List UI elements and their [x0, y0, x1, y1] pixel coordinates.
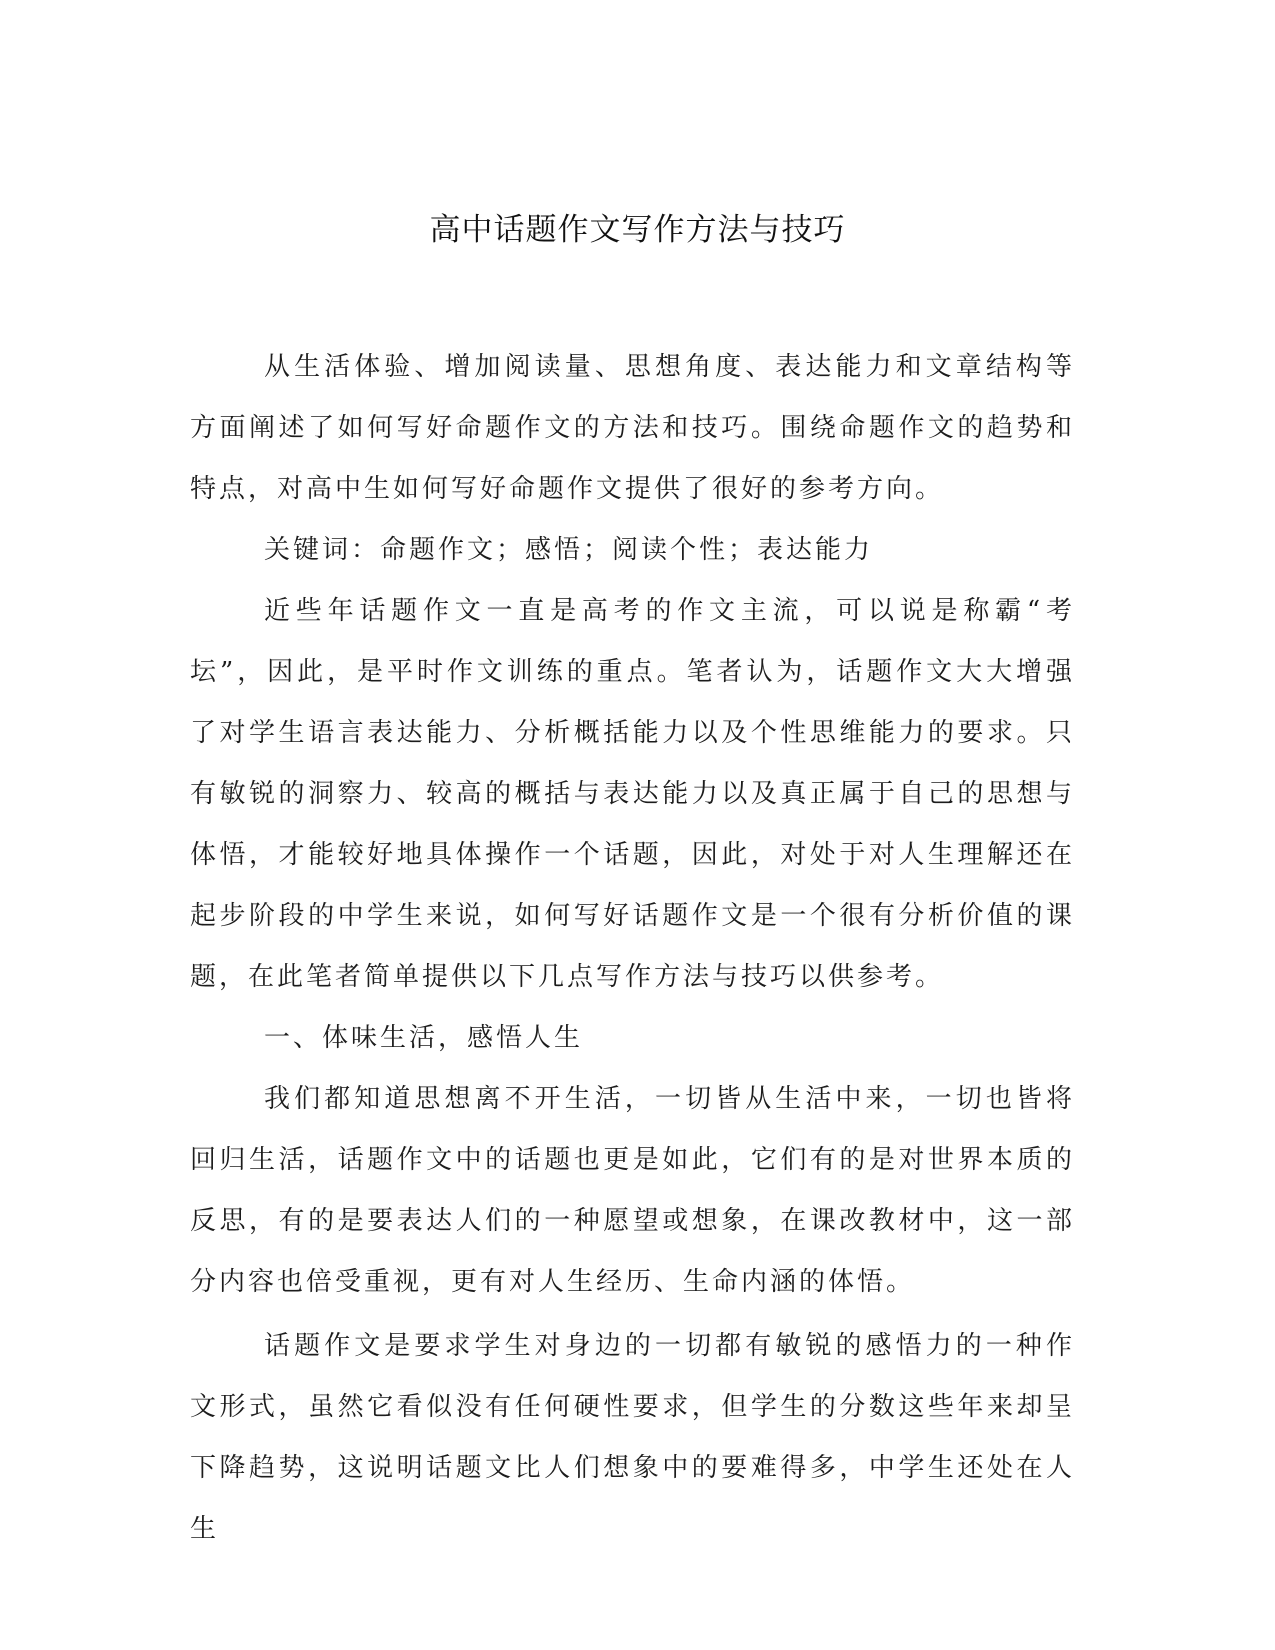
body-paragraph-1: 我们都知道思想离不开生活，一切皆从生活中来，一切也皆将回归生活，话题作文中的话题也更是如此，它们有的是对世界本质的反思，有的是要表达人们的一种愿望或想象，在课改教材中，这一部分内容也倍受重视，更有对人生经历、生命内涵的体悟。: [190, 1084, 1075, 1297]
document-title: 高中话题作文写作方法与技巧: [429, 212, 846, 248]
keywords-line: 关键词：命题作文；感悟；阅读个性；表达能力: [264, 535, 874, 565]
abstract-paragraph: 从生活体验、增加阅读量、思想角度、表达能力和文章结构等方面阐述了如何写好命题作文的方法和技巧。围绕命题作文的趋势和特点，对高中生如何写好命题作文提供了很好的参考方向。: [190, 352, 1075, 504]
body-paragraph-2: 话题作文是要求学生对身边的一切都有敏锐的感悟力的一种作文形式，虽然它看似没有任何硬性要求，但学生的分数这些年来却呈下降趋势，这说明话题文比人们想象中的要难得多，中学生还处在人生: [190, 1331, 1075, 1544]
document-body: [190, 337, 1075, 1560]
section-heading-1: 一、体味生活，感悟人生: [264, 1023, 584, 1053]
intro-paragraph: 近些年话题作文一直是高考的作文主流，可以说是称霸“考坛”，因此，是平时作文训练的重点。笔者认为，话题作文大大增强了对学生语言表达能力、分析概括能力以及个性思维能力的要求。只有敏锐的洞察力、较高的概括与表达能力以及真正属于自己的思想与体悟，才能较好地具体操作一个话题，因此，对处于对人生理解还在起步阶段的中学生来说，如何写好话题作文是一个很有分析价值的课题，在此笔者简单提供以下几点写作方法与技巧以供参考。: [190, 596, 1075, 992]
